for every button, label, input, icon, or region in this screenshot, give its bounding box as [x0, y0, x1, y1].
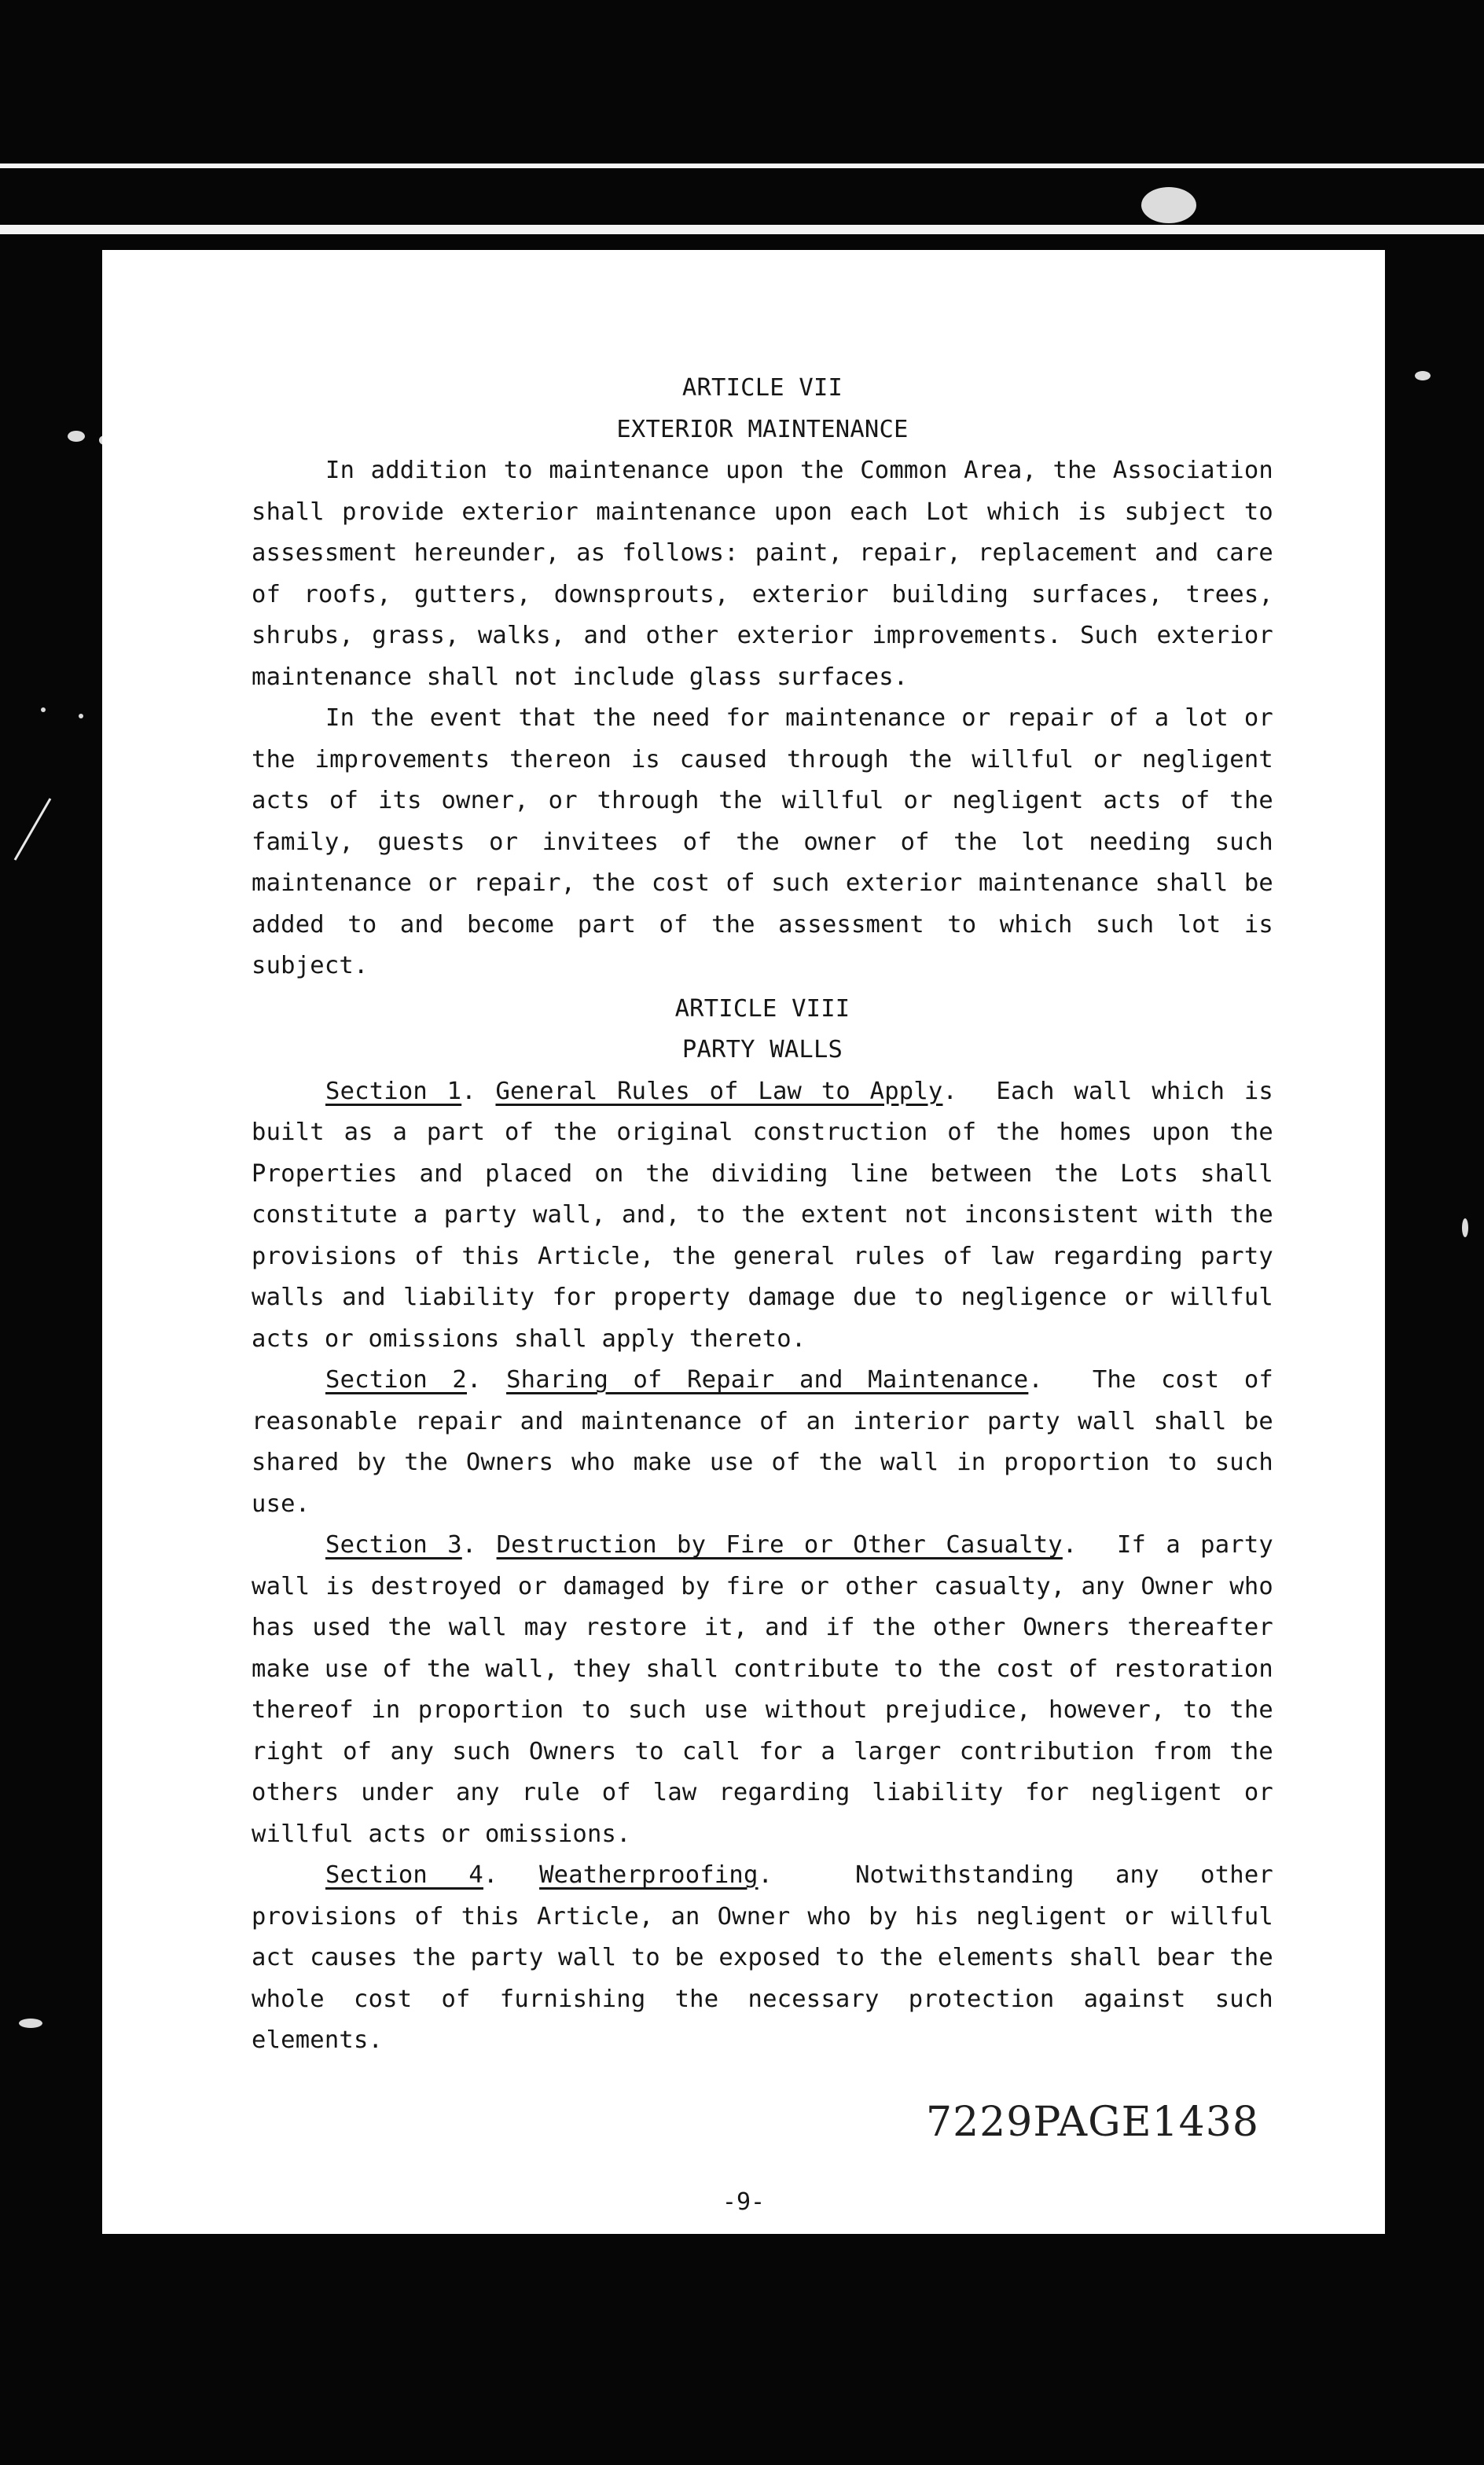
- article-vii-subtitle: EXTERIOR MAINTENANCE: [616, 415, 909, 443]
- scan-speck: [1141, 187, 1196, 223]
- article-vii-paragraph: In addition to maintenance upon the Common Area, the Association shall provide exterior maintenance upon each Lot which is subject to assessment hereunder, as follows: paint, repair, replacement and care of roofs, gutters, downsprouts, exterior building surfaces, trees, shrubs, grass, walks, and other exterior improvements. Such exterior maintenance shall not include glass surfaces.: [252, 457, 1273, 691]
- scan-speck: [1462, 1218, 1468, 1237]
- section-4-paragraph: Section 4. Weatherproofing. Notwithstanding any other provisions of this Article, an Owner who by his negligent or willful act causes the party wall to be exposed to the elements shall bear the whole cost of furnishing the necessary protection against such elements.: [252, 1861, 1273, 2054]
- section-1-title: General Rules of Law to Apply: [495, 1077, 943, 1105]
- section-2-title: Sharing of Repair and Maintenance: [506, 1366, 1029, 1394]
- scan-speck: [19, 2019, 42, 2028]
- section-1-paragraph: Section 1. General Rules of Law to Apply. Each wall which is built as a part of the original construction of the homes upon the Properties and placed on the dividing line between the Lots shall constitute a party wall, and, to the extent not inconsistent with the provisions of this Article, the general rules of law regarding party walls and liability for property damage due to negligence or willful acts or omissions shall apply thereto.: [252, 1077, 1273, 1353]
- section-3-paragraph: Section 3. Destruction by Fire or Other Casualty. If a party wall is destroyed or damaged by fire or other casualty, any Owner who has used the wall may restore it, and if the other Owners thereafter make use of the wall, they shall contribute to the cost of restoration thereof in proportion to such use without prejudice, however, to the right of any such Owners to call for a larger contribution from the others under any rule of law regarding liability for negligent or willful acts or omissions.: [252, 1531, 1273, 1848]
- scan-border-line-top: [0, 163, 1484, 168]
- section-4-text: Notwithstanding any other provisions of this Article, an Owner who by his negligent or willful act causes the party wall to be exposed to the elements shall bear the whole cost of furnishing the necessary protection against such elements.: [252, 1861, 1273, 2054]
- page-number: -9-: [722, 2188, 766, 2216]
- section-1-label: Section 1: [325, 1077, 462, 1105]
- section-3-text: If a party wall is destroyed or damaged by fire or other casualty, any Owner who has used the wall may restore it, and if the other Owners thereafter make use of the wall, they shall contribute to the cost of restoration thereof in proportion to such use without prejudice, however, to the right of any such Owners to call for a larger contribution from the others under any rule of law regarding liability for negligent or willful acts or omissions.: [252, 1531, 1273, 1848]
- section-4-label: Section 4: [325, 1861, 483, 1889]
- article-viii-subtitle: PARTY WALLS: [681, 1036, 843, 1064]
- document-page: [102, 250, 1385, 2234]
- article-vii-paragraph: In the event that the need for maintenance or repair of a lot or the improvements thereon is caused through the willful or negligent acts of its owner, or through the willful or negligent acts of the family, guests or invitees of the owner of the lot needing such maintenance or repair, the cost of such exterior maintenance shall be added to and become part of the assessment to which such lot is subject.: [252, 704, 1273, 979]
- document-number-stamp: 7229PAGE1438: [926, 2099, 1259, 2146]
- article-vii-title: ARTICLE VII: [681, 374, 843, 402]
- section-3-title: Destruction by Fire or Other Casualty: [496, 1531, 1063, 1559]
- scan-speck: [1415, 371, 1431, 380]
- scan-speck: [41, 707, 46, 712]
- section-2-paragraph: Section 2. Sharing of Repair and Maintenance. The cost of reasonable repair and maintenance of an interior party wall shall be shared by the Owners who make use of the wall in proportion to such use.: [252, 1366, 1273, 1518]
- page-text: [252, 368, 1273, 2062]
- section-4-title: Weatherproofing: [539, 1861, 759, 1889]
- scan-border-line-bottom: [0, 225, 1484, 234]
- section-2-label: Section 2: [325, 1366, 467, 1394]
- article-viii-title: ARTICLE VIII: [674, 994, 850, 1023]
- scan-speck: [79, 714, 83, 718]
- section-2-text: The cost of reasonable repair and maintenance of an interior party wall shall be shared by the Owners who make use of the wall in proportion to such use.: [252, 1366, 1273, 1518]
- scan-stray-mark: [14, 798, 52, 860]
- section-1-text: Each wall which is built as a part of the original construction of the homes upon the Properties and placed on the dividing line between the Lots shall constitute a party wall, and, to the extent not inconsistent with the provisions of this Article, the general rules of law regarding party walls and liability for property damage due to negligence or willful acts or omissions shall apply thereto.: [252, 1077, 1273, 1353]
- scan-speck: [68, 431, 85, 442]
- section-3-label: Section 3: [325, 1531, 462, 1559]
